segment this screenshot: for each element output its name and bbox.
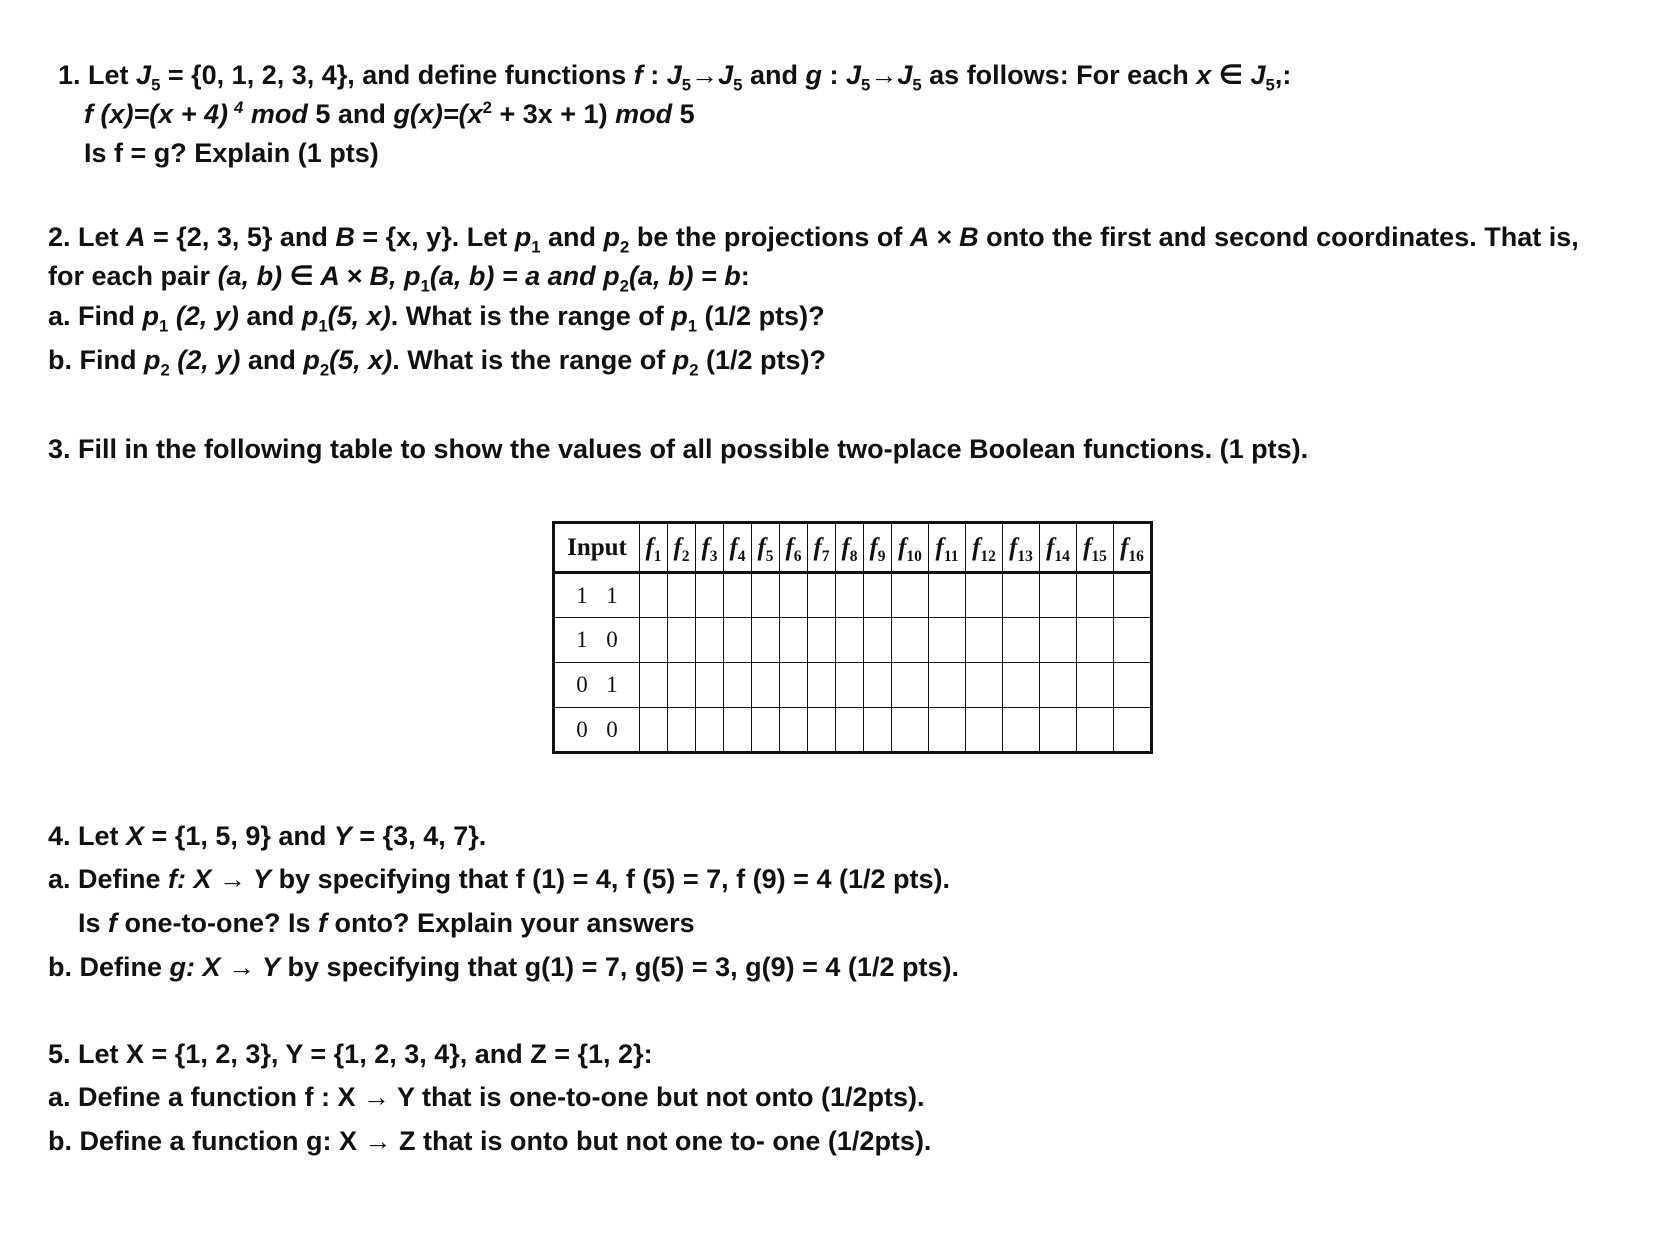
answer-cell[interactable] xyxy=(864,663,892,708)
q4-line3: Is f one-to-one? Is f onto? Explain your answers xyxy=(78,908,695,938)
function-letter: f xyxy=(729,533,738,561)
answer-cell[interactable] xyxy=(752,573,780,618)
q5-line2: a. Define a function f : X → Y that is one-to-one but not onto (1/2pts). xyxy=(48,1082,925,1112)
function-header-f9 xyxy=(864,523,892,573)
function-letter: f xyxy=(701,533,710,561)
answer-cell[interactable] xyxy=(1077,573,1114,618)
answer-cell[interactable] xyxy=(892,573,929,618)
table-header-row xyxy=(554,523,1152,573)
answer-cell[interactable] xyxy=(892,618,929,663)
answer-cell[interactable] xyxy=(1003,708,1040,753)
function-letter: f xyxy=(972,533,981,561)
function-letter: f xyxy=(673,533,682,561)
function-letter: f xyxy=(898,533,907,561)
answer-cell[interactable] xyxy=(696,618,724,663)
input-value: 0 xyxy=(576,672,588,697)
answer-cell[interactable] xyxy=(1003,618,1040,663)
function-header-f5 xyxy=(752,523,780,573)
answer-cell[interactable] xyxy=(864,618,892,663)
answer-cell[interactable] xyxy=(724,663,752,708)
answer-cell[interactable] xyxy=(929,618,966,663)
function-header-f2 xyxy=(668,523,696,573)
input-value: 1 xyxy=(606,582,618,608)
answer-cell[interactable] xyxy=(1040,573,1077,618)
function-letter: f xyxy=(935,533,944,561)
answer-cell[interactable] xyxy=(640,708,668,753)
answer-cell[interactable] xyxy=(696,573,724,618)
boolean-functions-table-wrap xyxy=(552,521,1153,754)
function-index: 8 xyxy=(849,547,858,565)
q2-line4: b. Find $p_2$ (2, y) and $p_2(5$, x). What is the range of $p_2$ (1/2 pts)? xyxy=(48,345,827,380)
table-row xyxy=(554,573,1152,618)
answer-cell[interactable] xyxy=(836,708,864,753)
input-value: 1 xyxy=(576,627,588,652)
function-header-f16 xyxy=(1114,523,1152,573)
answer-cell[interactable] xyxy=(1040,708,1077,753)
answer-cell[interactable] xyxy=(836,663,864,708)
answer-cell[interactable] xyxy=(966,708,1003,753)
function-letter: f xyxy=(1120,533,1129,561)
function-header-f7 xyxy=(808,523,836,573)
q4-line4: b. Define g: X → Y by specifying that g(1) = 7, g(5) = 3, g(9) = 4 (1/2 pts). xyxy=(48,952,959,982)
function-index: 5 xyxy=(765,547,774,565)
function-header-f4 xyxy=(724,523,752,573)
answer-cell[interactable] xyxy=(752,708,780,753)
function-header-f14 xyxy=(1040,523,1077,573)
function-letter: f xyxy=(869,533,878,561)
answer-cell[interactable] xyxy=(1077,618,1114,663)
q4-line1: 4. Let X = {1, 5, 9} and Y = {3, 4, 7}. xyxy=(48,821,487,851)
answer-cell[interactable] xyxy=(724,573,752,618)
answer-cell[interactable] xyxy=(1114,663,1152,708)
answer-cell[interactable] xyxy=(808,708,836,753)
input-value: 0 xyxy=(606,716,618,742)
answer-cell[interactable] xyxy=(864,708,892,753)
answer-cell[interactable] xyxy=(836,573,864,618)
function-header-f11 xyxy=(929,523,966,573)
function-index: 13 xyxy=(1017,547,1033,565)
answer-cell[interactable] xyxy=(1114,618,1152,663)
q2-line2: for each pair (a, b) ∈ A × B, $p_1(a$, b) = a and $p_2(a$, b) = b: xyxy=(48,261,750,296)
function-header-f10 xyxy=(892,523,929,573)
q3-text: 3. Fill in the following table to show the values of all possible two-place Boolean functions. (1 pts). xyxy=(48,434,1309,464)
q5-line1: 5. Let X = {1, 2, 3}, Y = {1, 2, 3, 4}, and Z = {1, 2}: xyxy=(48,1039,653,1069)
boolean-functions-table xyxy=(552,521,1153,754)
answer-cell[interactable] xyxy=(724,708,752,753)
answer-cell[interactable] xyxy=(1003,663,1040,708)
answer-cell[interactable] xyxy=(864,573,892,618)
function-letter: f xyxy=(1009,533,1018,561)
function-index: 2 xyxy=(681,547,690,565)
input-value: 1 xyxy=(576,582,588,608)
function-header-f1 xyxy=(640,523,668,573)
answer-cell[interactable] xyxy=(1077,663,1114,708)
answer-cell[interactable] xyxy=(966,573,1003,618)
q4-line2: a. Define f: X → Y by specifying that f (1) = 4, f (5) = 7, f (9) = 4 (1/2 pts). xyxy=(48,864,950,894)
answer-cell[interactable] xyxy=(640,573,668,618)
function-header-f3 xyxy=(696,523,724,573)
answer-cell[interactable] xyxy=(668,708,696,753)
answer-cell[interactable] xyxy=(929,663,966,708)
answer-cell[interactable] xyxy=(780,618,808,663)
answer-cell[interactable] xyxy=(892,663,929,708)
answer-cell[interactable] xyxy=(780,708,808,753)
function-index: 11 xyxy=(943,547,959,565)
function-index: 3 xyxy=(709,547,718,565)
q5-line3: b. Define a function g: X → Z that is onto but not one to- one (1/2pts). xyxy=(48,1126,932,1156)
answer-cell[interactable] xyxy=(892,708,929,753)
answer-cell[interactable] xyxy=(966,663,1003,708)
function-letter: f xyxy=(757,533,766,561)
answer-cell[interactable] xyxy=(1077,708,1114,753)
function-letter: f xyxy=(1083,533,1092,561)
input-cell xyxy=(554,708,640,753)
function-header-f15 xyxy=(1077,523,1114,573)
function-index: 4 xyxy=(737,547,746,565)
function-index: 14 xyxy=(1054,547,1070,565)
answer-cell[interactable] xyxy=(668,618,696,663)
answer-cell[interactable] xyxy=(1040,618,1077,663)
function-index: 10 xyxy=(906,547,922,565)
table-body xyxy=(554,573,1152,753)
table-row xyxy=(554,708,1152,753)
q1-line3: Is f = g? Explain (1 pts) xyxy=(84,138,379,168)
answer-cell[interactable] xyxy=(1003,573,1040,618)
function-letter: f xyxy=(841,533,850,561)
function-header-f8 xyxy=(836,523,864,573)
function-letter: f xyxy=(1046,533,1055,561)
answer-cell[interactable] xyxy=(1114,573,1152,618)
answer-cell[interactable] xyxy=(1040,663,1077,708)
answer-cell[interactable] xyxy=(640,618,668,663)
function-index: 6 xyxy=(793,547,802,565)
function-letter: f xyxy=(645,533,654,561)
function-header-f6 xyxy=(780,523,808,573)
answer-cell[interactable] xyxy=(929,708,966,753)
answer-cell[interactable] xyxy=(752,663,780,708)
function-index: 12 xyxy=(980,547,996,565)
answer-cell[interactable] xyxy=(640,663,668,708)
answer-cell[interactable] xyxy=(696,663,724,708)
function-letter: f xyxy=(813,533,822,561)
input-value: 0 xyxy=(576,716,588,742)
answer-cell[interactable] xyxy=(668,573,696,618)
answer-cell[interactable] xyxy=(808,573,836,618)
answer-cell[interactable] xyxy=(724,618,752,663)
answer-cell[interactable] xyxy=(966,618,1003,663)
table-row xyxy=(554,618,1152,663)
function-letter: f xyxy=(785,533,794,561)
function-index: 15 xyxy=(1091,547,1107,565)
input-value: 1 xyxy=(606,672,618,697)
answer-cell[interactable] xyxy=(836,618,864,663)
input-cell xyxy=(554,573,640,618)
answer-cell[interactable] xyxy=(808,618,836,663)
input-header: Input xyxy=(554,523,640,573)
answer-cell[interactable] xyxy=(808,663,836,708)
input-cell xyxy=(554,618,640,663)
answer-cell[interactable] xyxy=(668,663,696,708)
table-row xyxy=(554,663,1152,708)
answer-cell[interactable] xyxy=(696,708,724,753)
input-value: 0 xyxy=(606,627,618,652)
function-header-f12 xyxy=(966,523,1003,573)
q1-line2: f (x)=(x + 4) $^4$ mod 5 and $g(x)=(x^2 + 3x + 1)$ mod 5 xyxy=(84,98,695,129)
answer-cell[interactable] xyxy=(780,663,808,708)
function-index: 7 xyxy=(821,547,830,565)
function-index: 16 xyxy=(1128,547,1144,565)
function-index: 1 xyxy=(653,547,662,565)
q2-line3: a. Find $p_1$ (2, y) and $p_1(5$, x). What is the range of $p_1$ (1/2 pts)? xyxy=(48,301,825,336)
function-header-f13 xyxy=(1003,523,1040,573)
answer-cell[interactable] xyxy=(929,573,966,618)
q1-line1: 1. Let $J_5 = \{0$, 1, 2, 3, 4}, and define functions f : $J_5\to J_5$ and g : $J_5\to J_5$ as follows: For each x ∈ $J_5$,: xyxy=(58,60,1292,95)
answer-cell[interactable] xyxy=(780,573,808,618)
answer-cell[interactable] xyxy=(1114,708,1152,753)
answer-cell[interactable] xyxy=(752,618,780,663)
q2-line1: 2. Let A = {2, 3, 5} and B = {x, y}. Let $p_1$ and $p_2$ be the projections of A × B onto the first and second coordinates. That is, xyxy=(48,222,1579,257)
input-cell xyxy=(554,663,640,708)
function-index: 9 xyxy=(877,547,886,565)
